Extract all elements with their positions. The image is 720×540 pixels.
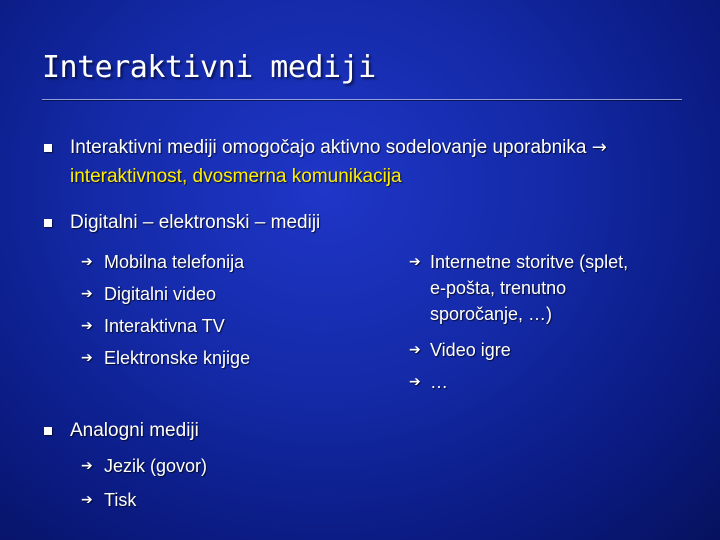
arrow-right-icon: ➔ — [409, 254, 421, 270]
arrow-icon: → — [591, 137, 607, 158]
bullet-1-text — [70, 136, 607, 160]
sub-item-jezik: Jezik (govor) — [104, 456, 208, 476]
sub-item-ellipsis: … — [430, 372, 448, 392]
sub-item-knjige: Elektronske knjige — [104, 348, 251, 368]
sub-item-video-igre: Video igre — [430, 340, 511, 360]
arrow-right-icon: ➔ — [409, 374, 421, 390]
sub-item-internet-line-2: e-pošta, trenutno — [430, 278, 567, 298]
square-bullet-icon — [44, 427, 52, 435]
sub-item-tisk: Tisk — [104, 490, 137, 510]
sub-item-video: Digitalni video — [104, 284, 217, 304]
arrow-right-icon: ➔ — [81, 492, 93, 508]
sub-item-internet-line-1: Internetne storitve (splet, — [430, 252, 629, 272]
sub-item-internet-line-3: sporočanje, …) — [430, 304, 553, 324]
bullet-3-text: Analogni mediji — [70, 420, 199, 441]
square-bullet-icon — [44, 144, 52, 152]
square-bullet-icon — [44, 219, 52, 227]
bullet-2-text: Digitalni – elektronski – mediji — [70, 212, 321, 233]
slide-title: Interaktivni mediji — [42, 50, 376, 85]
sub-item-tv: Interaktivna TV — [104, 316, 225, 336]
arrow-right-icon: ➔ — [81, 254, 93, 270]
arrow-right-icon: ➔ — [81, 286, 93, 302]
arrow-right-icon: ➔ — [81, 350, 93, 366]
sub-item-mobilna: Mobilna telefonija — [104, 252, 245, 272]
bullet-1-continuation: interaktivnost, dvosmerna komunikacija — [70, 166, 402, 187]
arrow-right-icon: ➔ — [81, 318, 93, 334]
title-divider — [42, 99, 682, 100]
arrow-right-icon: ➔ — [81, 458, 93, 474]
arrow-right-icon: ➔ — [409, 342, 421, 358]
bullet-1-main: Interaktivni mediji omogočajo aktivno sodelovanje uporabnika — [70, 137, 587, 158]
